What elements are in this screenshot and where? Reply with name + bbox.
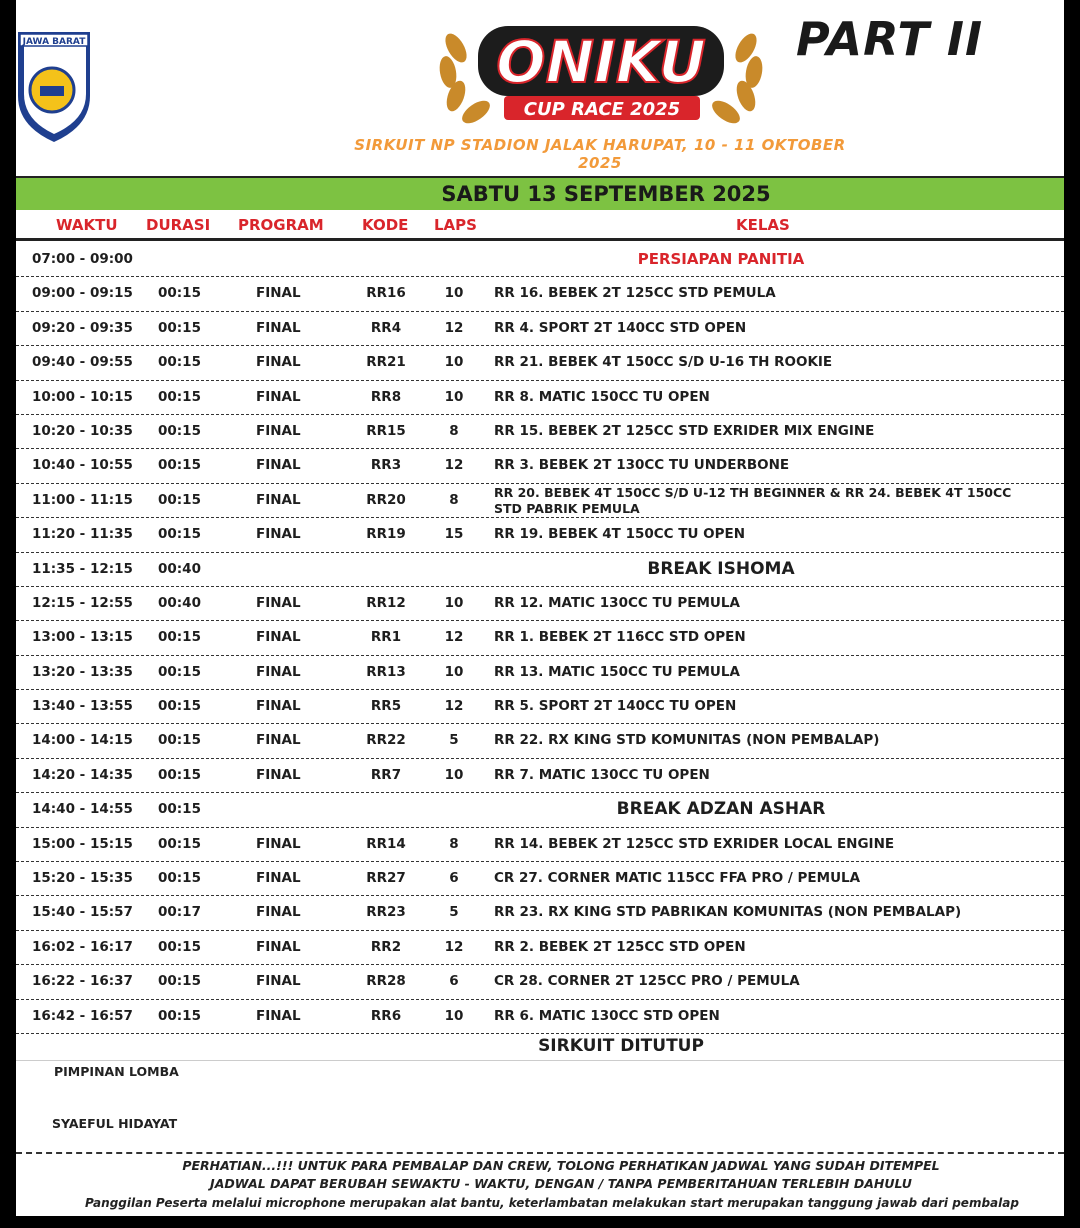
cell-kode: RR5 (370, 698, 402, 715)
cell-kode: RR2 (370, 938, 402, 955)
cell-kode: RR23 (366, 904, 406, 921)
cell-durasi: 00:15 (158, 698, 201, 715)
cell-kode: RR20 (366, 491, 406, 508)
cell-kode: RR16 (366, 285, 406, 302)
table-row (16, 896, 1064, 930)
cell-kelas: RR 3. BEBEK 2T 130CC TU UNDERBONE (494, 457, 790, 474)
cell-laps: 10 (444, 388, 464, 405)
table-row (16, 1000, 1064, 1034)
table-row (16, 862, 1064, 896)
cell-kode: RR14 (366, 835, 406, 852)
cell-waktu: 15:20 - 15:35 (32, 870, 133, 887)
cell-laps: 5 (449, 904, 459, 921)
cell-kelas: RR 6. MATIC 130CC STD OPEN (494, 1007, 720, 1024)
cell-waktu: 10:20 - 10:35 (32, 422, 133, 439)
cell-laps: 12 (444, 319, 464, 336)
cell-program: FINAL (256, 457, 301, 474)
cell-laps: 15 (444, 526, 464, 543)
cell-program: FINAL (256, 319, 301, 336)
venue-text: SIRKUIT NP STADION JALAK HARUPAT, 10 - 11 OKTOBER 2025 (354, 136, 846, 172)
table-row (16, 553, 1064, 587)
cell-kode: RR3 (370, 457, 402, 474)
cell-laps: 12 (444, 629, 464, 646)
cell-laps: 12 (444, 938, 464, 955)
cell-waktu: 11:20 - 11:35 (32, 526, 133, 543)
table-row (16, 931, 1064, 965)
table-row (16, 449, 1064, 483)
table-row (16, 828, 1064, 862)
cell-durasi: 00:15 (158, 285, 201, 302)
date-title: SABTU 13 SEPTEMBER 2025 (441, 182, 771, 206)
cell-durasi: 00:15 (158, 1007, 201, 1024)
cell-waktu: 16:22 - 16:37 (32, 973, 133, 990)
table-row (16, 484, 1064, 518)
table-row (16, 415, 1064, 449)
header-durasi: DURASI (146, 216, 211, 234)
divider (16, 1060, 1064, 1061)
cell-durasi: 00:15 (158, 663, 201, 680)
cell-kelas: RR 16. BEBEK 2T 125CC STD PEMULA (494, 285, 776, 302)
table-row (16, 656, 1064, 690)
cell-kelas: RR 8. MATIC 150CC TU OPEN (494, 388, 710, 405)
table-row (16, 312, 1064, 346)
table-row (16, 690, 1064, 724)
schedule-table (16, 243, 1064, 1034)
oniku-logo-icon (426, 8, 776, 126)
cell-waktu: 07:00 - 09:00 (32, 251, 133, 267)
cell-laps: 10 (444, 1007, 464, 1024)
cell-waktu: 11:00 - 11:15 (32, 491, 133, 508)
badge-text: JAWA BARAT (22, 37, 86, 47)
cell-waktu: 09:00 - 09:15 (32, 285, 133, 302)
cell-kode: RR13 (366, 663, 406, 680)
cell-kode: RR27 (366, 870, 406, 887)
column-headers (16, 208, 1064, 241)
cell-durasi: 00:15 (158, 835, 201, 852)
cell-program: FINAL (256, 422, 301, 439)
cell-laps: 10 (444, 766, 464, 783)
cell-program: FINAL (256, 835, 301, 852)
cell-laps: 6 (449, 973, 459, 990)
cell-program: FINAL (256, 629, 301, 646)
cell-durasi: 00:15 (158, 388, 201, 405)
cell-durasi: 00:15 (158, 491, 201, 508)
cell-program: FINAL (256, 663, 301, 680)
cell-kelas: RR 22. RX KING STD KOMUNITAS (NON PEMBALAP) (494, 732, 880, 749)
cell-laps: 12 (444, 457, 464, 474)
cell-laps: 8 (449, 422, 459, 439)
cell-kode: RR6 (370, 1007, 402, 1024)
cell-kelas: RR 1. BEBEK 2T 116CC STD OPEN (494, 629, 746, 646)
note-schedule-change: JADWAL DAPAT BERUBAH SEWAKTU - WAKTU, DENGAN / TANPA PEMBERITAHUAN TERLEBIH DAHULU (210, 1176, 912, 1191)
table-row (16, 346, 1064, 380)
cell-durasi: 00:15 (158, 354, 201, 371)
cell-program: FINAL (256, 285, 301, 302)
divider (16, 1152, 1064, 1154)
cell-waktu: 14:40 - 14:55 (32, 801, 133, 818)
cell-durasi: 00:15 (158, 870, 201, 887)
cell-kelas: RR 14. BEBEK 2T 125CC STD EXRIDER LOCAL ENGINE (494, 835, 895, 852)
cell-kode: RR28 (366, 973, 406, 990)
cell-laps: 12 (444, 698, 464, 715)
note-microphone: Panggilan Peserta melalui microphone merupakan alat bantu, keterlambatan melakukan start merupakan tanggung jawab dari pembalap (85, 1196, 1019, 1210)
cell-kelas: RR 15. BEBEK 2T 125CC STD EXRIDER MIX ENGINE (494, 422, 875, 439)
brand-subtitle: CUP RACE 2025 (523, 99, 681, 120)
cell-kelas: RR 12. MATIC 130CC TU PEMULA (494, 594, 740, 611)
table-row (16, 724, 1064, 758)
date-bar (16, 176, 1064, 210)
cell-kelas: RR 20. BEBEK 4T 150CC S/D U-12 TH BEGINNER & RR 24. BEBEK 4T 150CC STD PABRIK PEMULA (494, 484, 1012, 516)
cell-kelas: RR 21. BEBEK 4T 150CC S/D U-16 TH ROOKIE (494, 354, 833, 371)
table-row (16, 793, 1064, 827)
cell-waktu: 16:42 - 16:57 (32, 1007, 133, 1024)
cell-kelas: RR 19. BEBEK 4T 150CC TU OPEN (494, 526, 746, 543)
table-row (16, 381, 1064, 415)
schedule-sheet (16, 0, 1064, 1216)
cell-waktu: 14:00 - 14:15 (32, 732, 133, 749)
cell-waktu: 09:40 - 09:55 (32, 354, 133, 371)
cell-waktu: 15:40 - 15:57 (32, 904, 133, 921)
cell-waktu: 15:00 - 15:15 (32, 835, 133, 852)
cell-program: FINAL (256, 354, 301, 371)
cell-program: FINAL (256, 388, 301, 405)
cell-durasi: 00:15 (158, 766, 201, 783)
cell-durasi: 00:15 (158, 457, 201, 474)
association-badge-icon (16, 26, 92, 144)
cell-kelas: RR 23. RX KING STD PABRIKAN KOMUNITAS (NON PEMBALAP) (494, 904, 962, 921)
table-row (16, 243, 1064, 277)
cell-kelas: RR 7. MATIC 130CC TU OPEN (494, 766, 710, 783)
cell-durasi: 00:15 (158, 801, 201, 818)
cell-program: FINAL (256, 1007, 301, 1024)
cell-durasi: 00:15 (158, 629, 201, 646)
cell-waktu: 16:02 - 16:17 (32, 938, 133, 955)
table-row (16, 277, 1064, 311)
cell-kode: RR19 (366, 526, 406, 543)
cell-program: FINAL (256, 938, 301, 955)
header-waktu: WAKTU (56, 216, 118, 234)
table-row (16, 587, 1064, 621)
cell-program: FINAL (256, 594, 301, 611)
cell-waktu: 10:40 - 10:55 (32, 457, 133, 474)
cell-waktu: 13:20 - 13:35 (32, 663, 133, 680)
break-label: BREAK ISHOMA (647, 558, 795, 579)
cell-waktu: 13:00 - 13:15 (32, 629, 133, 646)
cell-kelas: RR 2. BEBEK 2T 125CC STD OPEN (494, 938, 746, 955)
header-laps: LAPS (434, 216, 477, 234)
cell-waktu: 12:15 - 12:55 (32, 594, 133, 611)
note-attention: PERHATIAN...!!! UNTUK PARA PEMBALAP DAN CREW, TOLONG PERHATIKAN JADWAL YANG SUDAH DITEMPEL (182, 1158, 940, 1173)
cell-laps: 6 (449, 870, 459, 887)
break-label: BREAK ADZAN ASHAR (616, 799, 826, 820)
cell-durasi: 00:40 (158, 594, 201, 611)
cell-durasi: 00:15 (158, 319, 201, 336)
cell-waktu: 09:20 - 09:35 (32, 319, 133, 336)
cell-program: FINAL (256, 904, 301, 921)
cell-kode: RR15 (366, 422, 406, 439)
cell-durasi: 00:15 (158, 732, 201, 749)
circuit-closed-label: SIRKUIT DITUTUP (538, 1036, 704, 1056)
cell-kode: RR22 (366, 732, 406, 749)
table-row (16, 965, 1064, 999)
cell-program: FINAL (256, 698, 301, 715)
cell-durasi: 00:15 (158, 973, 201, 990)
cell-laps: 10 (444, 663, 464, 680)
preparation-label: PERSIAPAN PANITIA (637, 250, 805, 268)
cell-kelas: CR 28. CORNER 2T 125CC PRO / PEMULA (494, 973, 800, 990)
signature-title: PIMPINAN LOMBA (54, 1064, 179, 1079)
cell-kelas: CR 27. CORNER MATIC 115CC FFA PRO / PEMULA (494, 870, 861, 887)
table-row (16, 518, 1064, 552)
cell-kode: RR7 (370, 766, 402, 783)
cell-program: FINAL (256, 973, 301, 990)
cell-kode: RR8 (370, 388, 402, 405)
cell-kode: RR1 (370, 629, 402, 646)
cell-kode: RR21 (366, 354, 406, 371)
cell-laps: 5 (449, 732, 459, 749)
cell-program: FINAL (256, 491, 301, 508)
cell-program: FINAL (256, 870, 301, 887)
cell-laps: 10 (444, 354, 464, 371)
brand-name: ONIKU (496, 28, 706, 96)
cell-program: FINAL (256, 732, 301, 749)
cell-durasi: 00:17 (158, 904, 201, 921)
cell-laps: 10 (444, 285, 464, 302)
cell-kode: RR4 (370, 319, 402, 336)
cell-kelas: RR 5. SPORT 2T 140CC TU OPEN (494, 698, 737, 715)
cell-waktu: 11:35 - 12:15 (32, 560, 133, 577)
cell-durasi: 00:15 (158, 422, 201, 439)
cell-waktu: 13:40 - 13:55 (32, 698, 133, 715)
header-kelas: KELAS (736, 216, 790, 234)
cell-kelas: RR 4. SPORT 2T 140CC STD OPEN (494, 319, 747, 336)
cell-kode: RR12 (366, 594, 406, 611)
cell-durasi: 00:15 (158, 938, 201, 955)
header-program: PROGRAM (238, 216, 324, 234)
cell-waktu: 14:20 - 14:35 (32, 766, 133, 783)
cell-durasi: 00:40 (158, 560, 201, 577)
table-row (16, 759, 1064, 793)
cell-waktu: 10:00 - 10:15 (32, 388, 133, 405)
part-label: PART II (796, 12, 984, 66)
cell-kelas: RR 13. MATIC 150CC TU PEMULA (494, 663, 740, 680)
cell-laps: 10 (444, 594, 464, 611)
cell-laps: 8 (449, 491, 459, 508)
cell-durasi: 00:15 (158, 526, 201, 543)
table-row (16, 621, 1064, 655)
header-kode: KODE (362, 216, 409, 234)
cell-program: FINAL (256, 526, 301, 543)
cell-program: FINAL (256, 766, 301, 783)
signature-name: SYAEFUL HIDAYAT (52, 1116, 178, 1131)
cell-laps: 8 (449, 835, 459, 852)
